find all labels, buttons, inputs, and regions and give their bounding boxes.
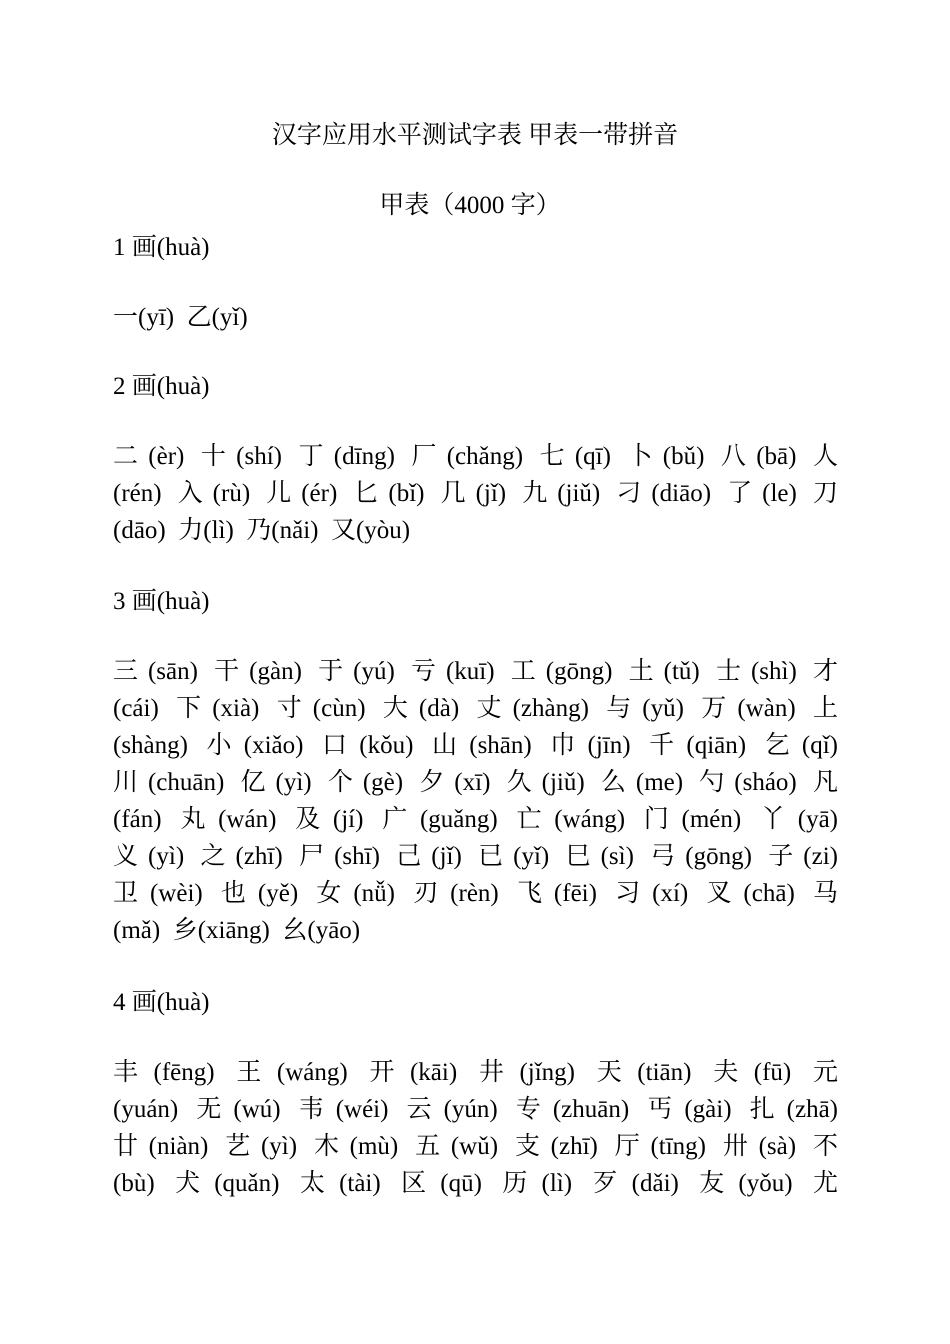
character-line: 二(èr) 十(shí) 丁(dīng) 厂(chǎng) 七(qī) 卜(bǔ) 八(bā) 人 xyxy=(113,443,838,470)
stroke-heading-3: 3 画(huà) xyxy=(113,588,210,615)
character-line: (shàng) 小(xiǎo) 口(kǒu) 山(shān) 巾(jīn) 千(qiān) 乞(qǐ) xyxy=(113,732,838,759)
character-line: 川(chuān) 亿(yì) 个(gè) 夕(xī) 久(jiǔ) 么(me) 勺(sháo) 凡 xyxy=(113,769,838,796)
document-title: 汉字应用水平测试字表 甲表一带拼音 xyxy=(271,122,679,149)
character-line: 卫(wèi) 也(yě) 女(nǚ) 刃(rèn) 飞(fēi) 习(xí) 叉(chā) 马 xyxy=(113,880,838,907)
stroke-heading-4: 4 画(huà) xyxy=(113,989,210,1016)
character-line: 三(sān) 干(gàn) 于(yú) 亏(kuī) 工(gōng) 土(tǔ) 士(shì) 才 xyxy=(113,658,838,685)
character-line: (bù) 犬(quǎn) 太(tài) 区(qū) 历(lì) 歹(dǎi) 友(yǒu) 尤 xyxy=(113,1170,838,1197)
character-line: 廿(niàn) 艺(yì) 木(mù) 五(wǔ) 支(zhī) 厅(tīng) 卅(sà) 不 xyxy=(113,1133,838,1160)
character-line: (rén) 入(rù) 儿(ér) 匕(bǐ) 几(jǐ) 九(jiǔ) 刁(diāo) 了(le) 刀 xyxy=(113,480,838,507)
character-line: (mǎ) 乡(xiāng) 幺(yāo) xyxy=(113,917,361,944)
character-line: (yuán) 无(wú) 韦(wéi) 云(yún) 专(zhuān) 丐(gài) 扎(zhā) xyxy=(113,1096,838,1123)
character-line: 丰(fēng) 王(wáng) 开(kāi) 井(jǐng) 天(tiān) 夫(fū) 元 xyxy=(113,1059,838,1086)
character-line: (fán) 丸(wán) 及(jí) 广(guǎng) 亡(wáng) 门(mén) 丫(yā) xyxy=(113,806,838,833)
character-line: 一(yī) 乙(yǐ) xyxy=(113,304,248,331)
stroke-heading-1: 1 画(huà) xyxy=(113,234,210,261)
stroke-heading-2: 2 画(huà) xyxy=(113,373,210,400)
document-subtitle: 甲表（4000 字） xyxy=(379,192,561,219)
character-line: (dāo) 力(lì) 乃(nǎi) 又(yòu) xyxy=(113,517,411,544)
character-line: 义(yì) 之(zhī) 尸(shī) 己(jǐ) 已(yǐ) 巳(sì) 弓(gōng) 子(zi) xyxy=(113,843,838,870)
character-line: (cái) 下(xià) 寸(cùn) 大(dà) 丈(zhàng) 与(yǔ) 万(wàn) 上 xyxy=(113,695,838,722)
